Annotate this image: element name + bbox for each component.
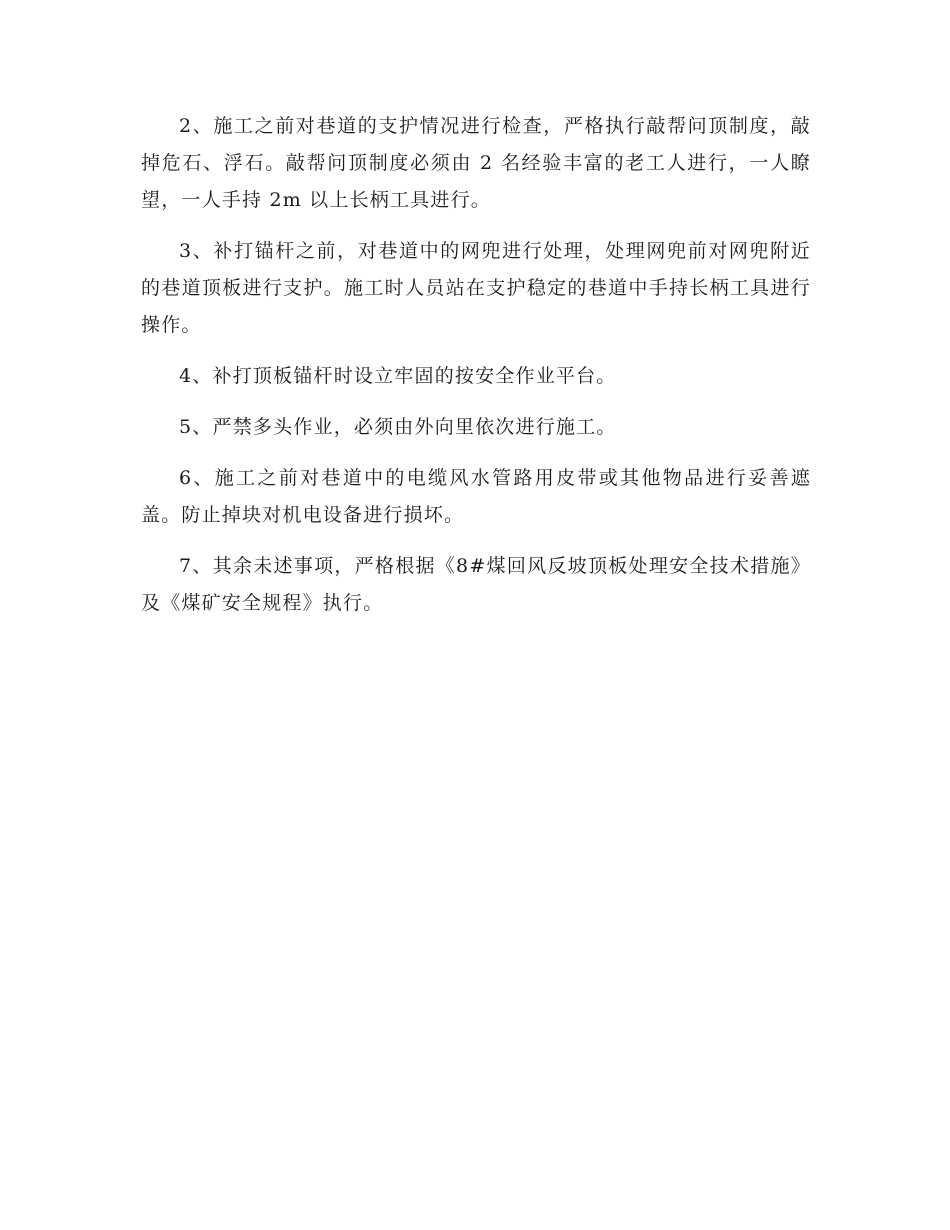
- paragraph-item-6: 6、施工之前对巷道中的电缆风水管路用皮带或其他物品进行妥善遮盖。防止掉块对机电设备进行损坏。: [141, 467, 811, 526]
- paragraph-item-3: 3、补打锚杆之前，对巷道中的网兜进行处理，处理网兜前对网兜附近的巷道顶板进行支护。施工时人员站在支护稳定的巷道中手持长柄工具进行操作。: [141, 240, 811, 336]
- paragraph-item-4: 4、补打顶板锚杆时设立牢固的按安全作业平台。: [179, 365, 617, 387]
- paragraph-item-5: 5、严禁多头作业，必须由外向里依次进行施工。: [179, 416, 617, 438]
- paragraph-item-2: 2、施工之前对巷道的支护情况进行检查，严格执行敲帮问顶制度，敲掉危石、浮石。敲帮问顶制度必须由 2 名经验丰富的老工人进行，一人瞭望，一人手持 2m 以上长柄工具进行。: [141, 115, 811, 211]
- document-body: [141, 108, 811, 636]
- paragraph-item-7: 7、其余未述事项，严格根据《8#煤回风反坡顶板处理安全技术措施》及《煤矿安全规程》执行。: [141, 555, 811, 614]
